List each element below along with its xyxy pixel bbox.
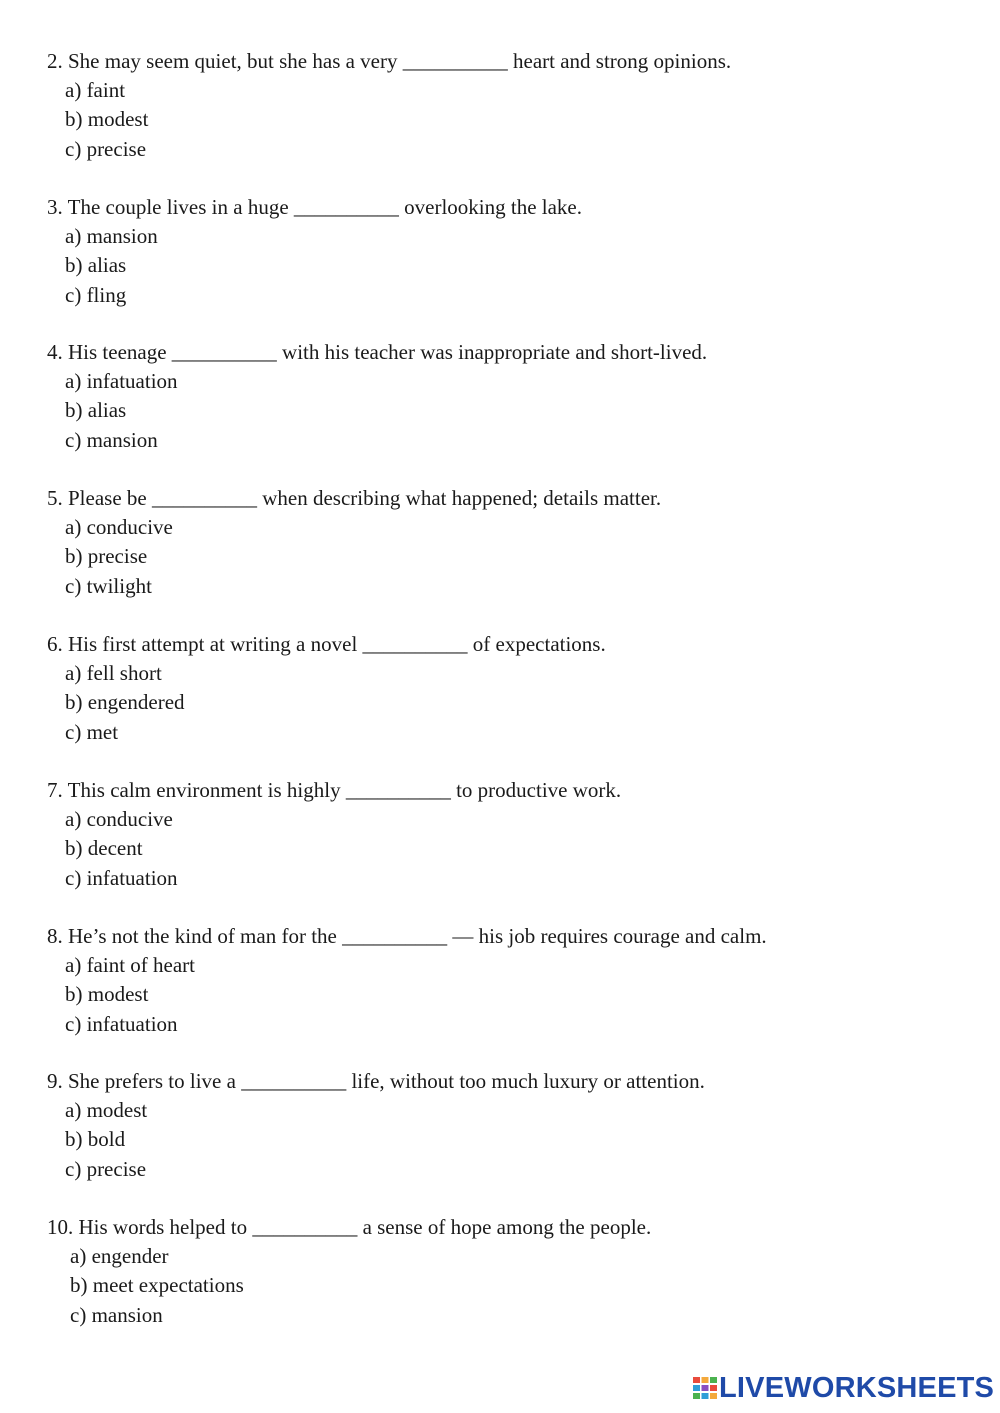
question-stem: 7. This calm environment is highly __________ to productive work. — [47, 778, 622, 802]
option-a[interactable]: a) faint — [65, 78, 126, 102]
option-c[interactable]: c) met — [65, 719, 119, 744]
option-a[interactable]: a) faint of heart — [65, 953, 196, 977]
option-c[interactable]: c) precise — [65, 1156, 147, 1181]
option-c[interactable]: c) infatuation — [65, 1011, 178, 1036]
option-b[interactable]: b) modest — [65, 982, 149, 1007]
question-stem: 10. His words helped to __________ a sense of hope among the people. — [47, 1215, 652, 1239]
option-b[interactable]: b) precise — [65, 544, 148, 569]
question-stem: 9. She prefers to live a __________ life, without too much luxury or attention. — [47, 1069, 705, 1093]
liveworksheets-grid-icon — [692, 1375, 718, 1401]
question-stem: 6. His first attempt at writing a novel __________ of expectations. — [47, 632, 606, 656]
question-stem: 5. Please be __________ when describing what happened; details matter. — [47, 486, 662, 510]
question-3 — [47, 193, 967, 310]
option-list — [47, 659, 967, 747]
question-9 — [47, 1067, 967, 1184]
question-stem: 3. The couple lives in a huge __________ overlooking the lake. — [47, 195, 582, 219]
option-list — [47, 805, 967, 893]
option-b[interactable]: b) meet expectations — [70, 1273, 244, 1298]
option-list — [47, 1242, 967, 1330]
option-c[interactable]: c) fling — [65, 282, 127, 307]
option-a[interactable]: a) conducive — [65, 515, 173, 539]
option-b[interactable]: b) modest — [65, 107, 149, 132]
question-5 — [47, 484, 967, 601]
option-c[interactable]: c) mansion — [70, 1302, 163, 1327]
option-b[interactable]: b) alias — [65, 253, 127, 278]
question-6 — [47, 630, 967, 747]
option-b[interactable]: b) alias — [65, 398, 127, 423]
option-c[interactable]: c) precise — [65, 136, 147, 161]
question-8 — [47, 922, 967, 1039]
option-c[interactable]: c) infatuation — [65, 865, 178, 890]
question-stem: 2. She may seem quiet, but she has a very __________ heart and strong opinions. — [47, 49, 732, 73]
option-a[interactable]: a) infatuation — [65, 369, 178, 393]
question-10 — [47, 1213, 967, 1330]
option-list — [47, 951, 967, 1039]
question-7 — [47, 776, 967, 893]
option-list — [47, 76, 967, 164]
option-a[interactable]: a) modest — [65, 1098, 148, 1122]
option-a[interactable]: a) fell short — [65, 661, 162, 685]
option-a[interactable]: a) conducive — [65, 807, 173, 831]
brand-name: LIVEWORKSHEETS — [719, 1372, 995, 1404]
question-stem: 8. He’s not the kind of man for the __________ — his job requires courage and calm. — [47, 924, 767, 948]
question-stem: 4. His teenage __________ with his teacher was inappropriate and short-lived. — [47, 340, 708, 364]
option-c[interactable]: c) mansion — [65, 427, 158, 452]
option-b[interactable]: b) engendered — [65, 690, 185, 715]
option-list — [47, 367, 967, 455]
option-a[interactable]: a) mansion — [65, 224, 158, 248]
question-4 — [47, 338, 967, 455]
option-list — [47, 222, 967, 310]
liveworksheets-logo — [692, 1373, 994, 1403]
option-list — [47, 1096, 967, 1184]
option-b[interactable]: b) bold — [65, 1127, 126, 1152]
option-c[interactable]: c) twilight — [65, 573, 152, 598]
question-2 — [47, 47, 967, 164]
option-a[interactable]: a) engender — [70, 1244, 169, 1268]
option-b[interactable]: b) decent — [65, 836, 143, 861]
option-list — [47, 513, 967, 601]
